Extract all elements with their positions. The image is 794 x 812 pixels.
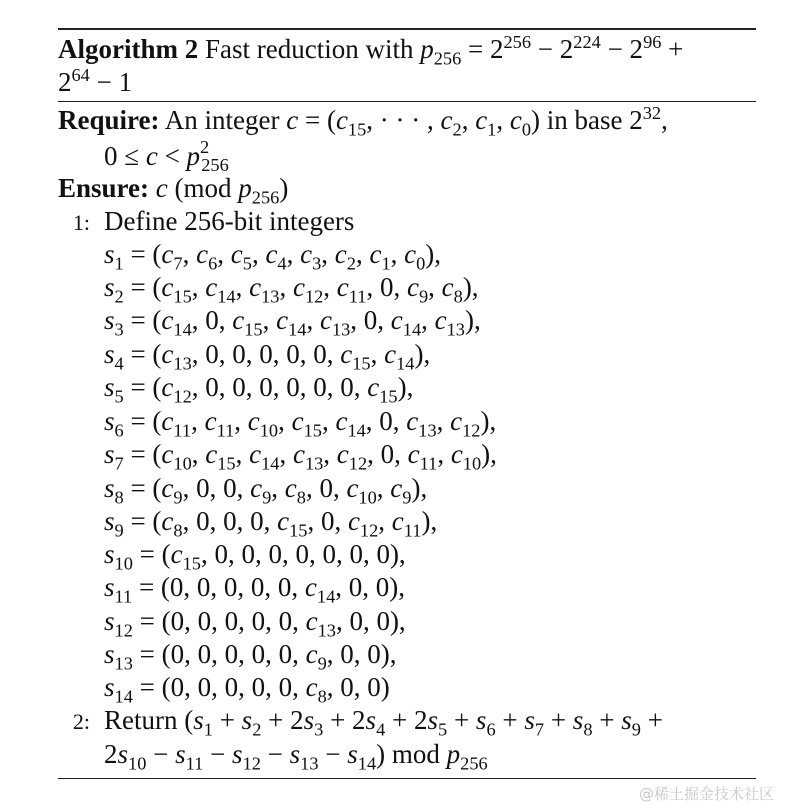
definition-s6: $s_6 = (c_{11}$, $c_{11}$, $c_{10}$, $c_{15}$, $c_{14}$, 0, $c_{13}$, $c_{12}$), xyxy=(104,406,497,441)
definition-s10: $s_{10} = (c_{15}$, 0, 0, 0, 0, 0, 0, 0), xyxy=(104,539,406,574)
step-2-number: 2: xyxy=(72,709,90,734)
definition-s5: $s_5 = (c_{12}$, 0, 0, 0, 0, 0, 0, $c_{15}$), xyxy=(104,372,414,407)
require-label: Require: xyxy=(58,105,160,135)
algorithm-label: Algorithm 2 xyxy=(58,34,199,64)
step-2 xyxy=(64,704,663,738)
caption-rule xyxy=(58,101,756,102)
definition-s2: $s_2 = (c_{15}$, $c_{14}$, $c_{13}$, $c_{12}$, $c_{11}$, 0, $c_9$, $c_8$), xyxy=(104,272,479,307)
ensure-text: c (mod $p_{256}$) xyxy=(155,173,289,208)
definition-s4: $s_4 = (c_{13}$, 0, 0, 0, 0, 0, $c_{15}$, $c_{14}$), xyxy=(104,339,431,374)
bottom-rule xyxy=(58,778,756,779)
top-rule xyxy=(58,28,756,30)
step-1-number: 1: xyxy=(72,210,90,235)
definition-s11: $s_{11} = (0$, 0, 0, 0, 0, $c_{14}$, 0, 0), xyxy=(104,572,406,607)
definition-s1: $s_1 = (c_7$, $c_6$, $c_5$, $c_4$, $c_3$, $c_2$, $c_1$, $c_0$), xyxy=(104,239,442,274)
algorithm-formula-part2: $2^{64} - 1$ xyxy=(58,65,133,97)
step-2-continuation: $2s_{10} - s_{11} - s_{12} - s_{13} - s_{14}$) mod $p_{256}$ xyxy=(104,739,488,774)
algorithm-caption-line2 xyxy=(58,66,132,98)
require-continuation: $0 \le c < p^2_{256}$ xyxy=(104,137,229,176)
definition-s13: $s_{13} = (0$, 0, 0, 0, 0, $c_9$, 0, 0), xyxy=(104,639,397,674)
definition-s8: $s_8 = (c_9$, 0, 0, $c_9$, $c_8$, 0, $c_{10}$, $c_9$), xyxy=(104,473,428,508)
definition-s7: $s_7 = (c_{10}$, $c_{15}$, $c_{14}$, $c_{13}$, $c_{12}$, 0, $c_{11}$, $c_{10}$), xyxy=(104,439,497,474)
step-1-text: Define 256-bit integers xyxy=(104,206,355,236)
definition-s12: $s_{12} = (0$, 0, 0, 0, 0, $c_{13}$, 0, 0), xyxy=(104,606,406,641)
ensure-line xyxy=(58,172,289,208)
watermark: @稀土掘金技术社区 xyxy=(638,785,774,803)
algorithm-formula-part1: $p_{256} = 2^{256} - 2^{224} - 2^{96}$ + xyxy=(420,32,684,69)
step-1 xyxy=(64,205,354,239)
algorithm-caption-line1 xyxy=(58,32,684,69)
require-text: An integer $c = (c_{15}$, · · · , $c_2$, $c_1$, $c_0$) in base $2^{32}$, xyxy=(164,103,668,140)
definition-s14: $s_{14} = (0$, 0, 0, 0, 0, $c_8$, 0, 0) xyxy=(104,672,390,707)
definition-s3: $s_3 = (c_{14}$, 0, $c_{15}$, $c_{14}$, $c_{13}$, 0, $c_{14}$, $c_{13}$), xyxy=(104,305,481,340)
ensure-label: Ensure: xyxy=(58,173,150,203)
definition-s9: $s_9 = (c_8$, 0, 0, 0, $c_{15}$, 0, $c_{12}$, $c_{11}$), xyxy=(104,506,438,541)
require-line xyxy=(58,103,668,140)
step-2-text-line1: Return ($s_1 + s_2 + 2s_3 + 2s_4 + 2s_5 + s_6 + s_7 + s_8 + s_9$ + xyxy=(104,705,663,740)
algorithm-title: Fast reduction with xyxy=(204,34,414,64)
